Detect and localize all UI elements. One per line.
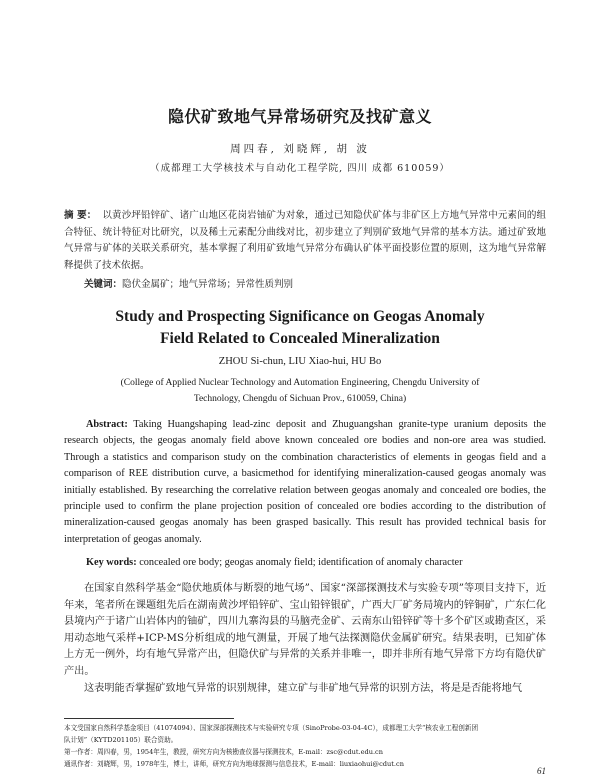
chinese-keywords-label: 关键词： [84, 279, 123, 290]
footnote-funding-2: 队计划”（KYTD201105）联合资助。 [64, 736, 178, 744]
english-authors: ZHOU Si-chun, LIU Xiao-hui, HU Bo [218, 356, 382, 367]
footnotes [64, 722, 548, 770]
english-abstract-label: Abstract: [86, 419, 128, 430]
body-paragraph-2: 这表明能否掌握矿致地气异常的识别规律，建立矿与非矿地气异常的识别方法，将是是否能将地气 [84, 682, 523, 694]
english-affiliation-line-1: (College of Applied Nuclear Technology and Automation Engineering, Chengdu University of [120, 378, 480, 388]
chinese-title: 隐伏矿致地气异常场研究及找矿意义 [167, 107, 432, 126]
chinese-authors: 周四春, 刘晓辉, 胡 波 [230, 143, 370, 155]
english-abstract-text: Taking Huangshaping lead-zinc deposit and Zhuguangshan granite-type uranium deposits the research objects, the geogas anomaly field above known concealed ore bodies and non-ore area was studied. Through a statistics and comparison study on the combination characteristics of elements in geogas field and a comparison of REE distribution curve, a basicmethod for identifying mineralization-caused geogas anomaly was initially established. By researching the correlative relation between geogas anomaly and concealed ore bodies, the principle used to confirm the plane projection position of concealed ore bodies according to the distribution of mineralization-caused geogas anomaly has been grasped basically. This result has provided technical basis for interpretation of geogas anomaly. [64, 419, 546, 545]
english-affiliation [120, 375, 480, 407]
english-keywords-label: Key words: [86, 557, 137, 568]
footnote-divider [64, 718, 234, 719]
footnote-first-author: 第一作者：周四春，男，1954年生，教授，研究方向为核勘查仪器与探测技术，E-mail：zsc@cdut.edu.cn [64, 748, 383, 756]
body-text [64, 581, 546, 697]
english-title [0, 306, 600, 350]
english-title-line-2: Field Related to Concealed Mineralization [160, 330, 440, 347]
english-affiliation-line-2: Technology, Chengdu of Sichuan Prov., 610059, China) [193, 394, 407, 404]
chinese-abstract [64, 208, 546, 274]
footnote-funding-1: 本文受国家自然科学基金项目（41074094）、国家深部探测技术与实验研究专项（SinoProbe-03-04-4C），成都理工大学“核农业工程创新团 [64, 724, 479, 732]
chinese-abstract-text: 以黄沙坪铅锌矿、诸广山地区花岗岩铀矿为对象，通过已知隐伏矿体与非矿区上方地气异常中元素间的组合特征、统计特征对比研究，以及稀土元素配分曲线对比，初步建立了判别矿致地气异常的基本方法。通过矿致地气异常与矿体的关联关系研究，基本掌握了利用矿致地气异常分布确认矿体平面投影位置的原则，这为地气异常解释提供了技术依据。 [64, 210, 546, 271]
page-number: 61 [537, 766, 546, 776]
footnote-corresponding-author: 通讯作者：刘晓辉，男，1978年生，博士，讲师，研究方向为地球探测与信息技术，E-mail：liuxiaohui@cdut.cn [64, 760, 404, 768]
body-paragraph-1: 在国家自然科学基金“隐伏地质体与断裂的地气场”、国家“深部探测技术与实验专项”等项目支持下，近年来，笔者所在课题组先后在湖南黄沙坪铅锌矿、宝山铅锌银矿，广西大厂矿务局境内的锌铜矿，广东仁化县境内产于诸广山岩体内的铀矿，四川九寨沟县的马脑壳金矿、云南东山铅锌矿等十多个矿区或勘查区，采用动态地气采样+ICP-MS分析组成的地气测量，开展了地气法探测隐伏金属矿研究。结果表明，已知矿体上方无一例外，均有地气异常产出，但隐伏矿与异常的关系并非唯一，即并非所有地气异常下方均有隐伏矿产出。 [64, 583, 546, 677]
english-title-line-1: Study and Prospecting Significance on Geogas Anomaly [115, 308, 485, 325]
chinese-abstract-label: 摘 要： [64, 210, 97, 221]
english-keywords [86, 557, 556, 568]
chinese-keywords [84, 277, 544, 293]
english-abstract [64, 417, 546, 548]
chinese-keywords-text: 隐伏金属矿；地气异常场；异常性质判别 [122, 279, 294, 290]
english-keywords-text: concealed ore body; geogas anomaly field; identification of anomaly character [139, 557, 463, 568]
chinese-affiliation: （成都理工大学核技术与自动化工程学院, 四川 成都 610059） [150, 163, 450, 174]
